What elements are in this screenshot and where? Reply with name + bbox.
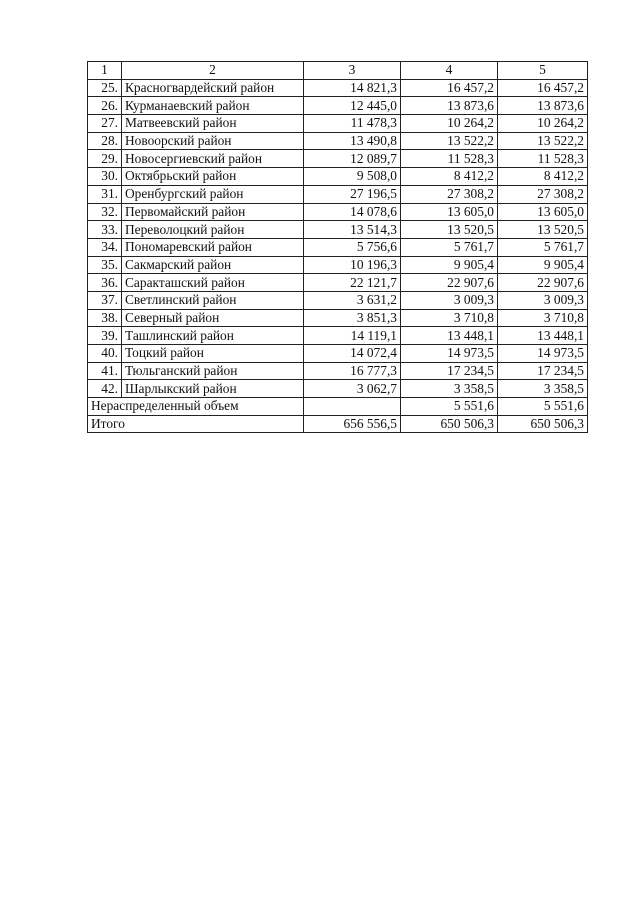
value-col-4: 9 905,4 [401,256,498,274]
row-number: 31. [88,185,122,203]
row-number: 32. [88,203,122,221]
value-col-5: 13 522,2 [498,132,588,150]
header-row [88,62,588,80]
value-col-3: 3 631,2 [304,291,401,309]
district-name: Курманаевский район [122,97,304,115]
district-name: Новоорский район [122,132,304,150]
value-col-5: 22 907,6 [498,274,588,292]
value-col-5: 8 412,2 [498,168,588,186]
value-col-5: 3 009,3 [498,291,588,309]
district-name: Ташлинский район [122,327,304,345]
table-row [88,362,588,380]
value-col-4: 3 358,5 [401,380,498,398]
unallocated-col-5: 5 551,6 [498,398,588,416]
total-col-3: 656 556,5 [304,415,401,433]
row-number: 39. [88,327,122,345]
value-col-3: 14 821,3 [304,79,401,97]
value-col-3: 3 851,3 [304,309,401,327]
district-name: Первомайский район [122,203,304,221]
value-col-5: 13 520,5 [498,221,588,239]
value-col-4: 5 761,7 [401,238,498,256]
district-name: Переволоцкий район [122,221,304,239]
table-row [88,132,588,150]
col-header-4: 4 [401,62,498,80]
unallocated-col-4: 5 551,6 [401,398,498,416]
value-col-4: 14 973,5 [401,345,498,363]
row-number: 38. [88,309,122,327]
value-col-4: 3 710,8 [401,309,498,327]
table-row [88,380,588,398]
row-number: 28. [88,132,122,150]
table-row [88,238,588,256]
row-number: 40. [88,345,122,363]
unallocated-col-3 [304,398,401,416]
value-col-3: 14 119,1 [304,327,401,345]
table-row [88,309,588,327]
value-col-4: 8 412,2 [401,168,498,186]
value-col-3: 9 508,0 [304,168,401,186]
value-col-4: 13 522,2 [401,132,498,150]
value-col-3: 14 078,6 [304,203,401,221]
district-name: Северный район [122,309,304,327]
table-row [88,256,588,274]
total-col-4: 650 506,3 [401,415,498,433]
row-number: 36. [88,274,122,292]
value-col-4: 13 448,1 [401,327,498,345]
value-col-4: 13 873,6 [401,97,498,115]
row-number: 34. [88,238,122,256]
table-row [88,185,588,203]
value-col-5: 9 905,4 [498,256,588,274]
row-number: 26. [88,97,122,115]
table-row [88,274,588,292]
value-col-5: 13 448,1 [498,327,588,345]
table-row [88,221,588,239]
table-row [88,168,588,186]
value-col-5: 11 528,3 [498,150,588,168]
row-number: 29. [88,150,122,168]
budget-table [87,61,588,433]
table-row [88,291,588,309]
value-col-3: 27 196,5 [304,185,401,203]
district-name: Тоцкий район [122,345,304,363]
col-header-2: 2 [122,62,304,80]
value-col-5: 16 457,2 [498,79,588,97]
total-col-5: 650 506,3 [498,415,588,433]
district-name: Пономаревский район [122,238,304,256]
district-name: Новосергиевский район [122,150,304,168]
value-col-5: 14 973,5 [498,345,588,363]
value-col-5: 3 710,8 [498,309,588,327]
value-col-3: 16 777,3 [304,362,401,380]
value-col-3: 13 514,3 [304,221,401,239]
value-col-4: 13 520,5 [401,221,498,239]
row-number: 41. [88,362,122,380]
row-number: 27. [88,115,122,133]
total-label: Итого [88,415,304,433]
unallocated-row [88,398,588,416]
table-body [88,62,588,433]
value-col-3: 11 478,3 [304,115,401,133]
col-header-5: 5 [498,62,588,80]
value-col-4: 27 308,2 [401,185,498,203]
district-name: Матвеевский район [122,115,304,133]
value-col-3: 22 121,7 [304,274,401,292]
value-col-4: 13 605,0 [401,203,498,221]
table-row [88,327,588,345]
value-col-3: 12 445,0 [304,97,401,115]
value-col-4: 17 234,5 [401,362,498,380]
value-col-3: 3 062,7 [304,380,401,398]
row-number: 35. [88,256,122,274]
unallocated-label: Нераспределенный объем [88,398,304,416]
table-row [88,79,588,97]
table-row [88,115,588,133]
district-name: Тюльганский район [122,362,304,380]
table-row [88,203,588,221]
value-col-5: 13 605,0 [498,203,588,221]
value-col-5: 13 873,6 [498,97,588,115]
value-col-3: 12 089,7 [304,150,401,168]
district-name: Красногвардейский район [122,79,304,97]
table-row [88,150,588,168]
value-col-4: 11 528,3 [401,150,498,168]
col-header-1: 1 [88,62,122,80]
district-name: Светлинский район [122,291,304,309]
value-col-5: 10 264,2 [498,115,588,133]
value-col-4: 10 264,2 [401,115,498,133]
row-number: 33. [88,221,122,239]
row-number: 25. [88,79,122,97]
district-name: Сакмарский район [122,256,304,274]
table-row [88,97,588,115]
value-col-3: 13 490,8 [304,132,401,150]
value-col-4: 3 009,3 [401,291,498,309]
value-col-4: 22 907,6 [401,274,498,292]
value-col-3: 10 196,3 [304,256,401,274]
total-row [88,415,588,433]
row-number: 30. [88,168,122,186]
district-name: Шарлыкский район [122,380,304,398]
district-name: Оренбургский район [122,185,304,203]
value-col-5: 3 358,5 [498,380,588,398]
value-col-5: 27 308,2 [498,185,588,203]
value-col-4: 16 457,2 [401,79,498,97]
value-col-3: 5 756,6 [304,238,401,256]
col-header-3: 3 [304,62,401,80]
district-name: Саракташский район [122,274,304,292]
row-number: 42. [88,380,122,398]
table-row [88,345,588,363]
value-col-5: 17 234,5 [498,362,588,380]
district-name: Октябрьский район [122,168,304,186]
value-col-3: 14 072,4 [304,345,401,363]
value-col-5: 5 761,7 [498,238,588,256]
row-number: 37. [88,291,122,309]
